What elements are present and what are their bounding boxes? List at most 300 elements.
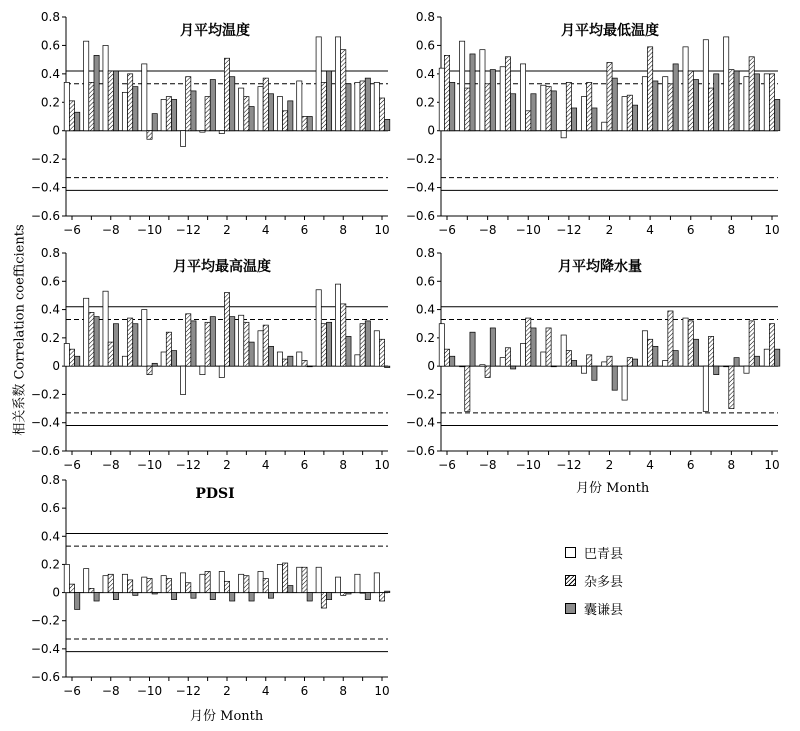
panel3-bar-nangqian [288, 356, 293, 366]
panel4-bar-nangqian [632, 359, 637, 366]
panel5-bar-nangqian [152, 593, 157, 594]
panel4-bar-nangqian [571, 360, 576, 366]
panel4-bar-baqing [460, 366, 465, 367]
panel1-bar-baqing [355, 82, 360, 130]
panel2-bar-nangqian [551, 91, 556, 131]
panel3-bar-baqing [103, 291, 108, 366]
panel4-bar-zaduo [708, 336, 713, 366]
panel5-bar-nangqian [365, 593, 370, 600]
panel4-bar-baqing [703, 366, 708, 411]
panel5-x-tick-label: 2 [223, 684, 231, 698]
panel5-bar-baqing [84, 569, 89, 593]
panel4-bar-nangqian [612, 366, 617, 390]
panel4-x-tick-label: −8 [478, 458, 497, 472]
panel3-bar-zaduo [244, 322, 249, 366]
legend-label: 巴青县 [584, 546, 624, 562]
legend-item-nangqian [565, 594, 705, 622]
panel2-bar-baqing [541, 85, 546, 130]
panel1-bar-nangqian [268, 94, 273, 131]
panel1-bar-nangqian [385, 119, 390, 130]
panel5-bar-zaduo [244, 576, 249, 593]
panel1-bar-zaduo [147, 131, 152, 140]
panel3-bar-nangqian [249, 342, 254, 366]
panel3-bar-nangqian [307, 366, 312, 367]
panel1-x-tick-label: 2 [223, 223, 231, 237]
panel1-bar-baqing [103, 45, 108, 130]
panel2-bar-zaduo [546, 87, 551, 131]
panel4-bar-zaduo [627, 358, 632, 366]
panel3-bar-zaduo [224, 293, 229, 367]
panel4-bar-nangqian [673, 351, 678, 367]
panel5-bar-nangqian [230, 593, 235, 601]
panel2-bar-nangqian [490, 70, 495, 131]
panel1-x-tick-label: 10 [374, 223, 390, 237]
panel1-bar-baqing [180, 131, 185, 147]
legend-label: 杂多县 [584, 574, 624, 590]
panel5-y-tick-label: 0.2 [40, 557, 60, 572]
panel4-bar-nangqian [531, 328, 536, 366]
legend [565, 538, 705, 622]
panel3-bar-zaduo [321, 324, 326, 366]
panel4-bar-zaduo [688, 321, 693, 366]
panel1-bar-nangqian [75, 112, 80, 130]
panel4-bar-nangqian [775, 349, 780, 366]
panel1-bar-baqing [374, 82, 379, 130]
panel3-bar-zaduo [69, 349, 74, 366]
panel5-bar-nangqian [307, 593, 312, 601]
panel4-title: 月平均降水量 [558, 259, 642, 275]
panel2-x-tick-label: −10 [515, 223, 541, 237]
panel3-bar-baqing [219, 366, 224, 377]
panel4-x-tick-label: 2 [605, 458, 614, 472]
panel2-bar-baqing [663, 77, 668, 131]
panel3-bar-zaduo [379, 339, 384, 366]
panel1-bar-nangqian [191, 91, 196, 131]
panel2-bar-baqing [439, 68, 444, 131]
panel5-bar-zaduo [166, 579, 171, 593]
panel3-bar-baqing [277, 352, 282, 366]
panel2-y-tick-label: −0.6 [405, 209, 435, 223]
panel3-x-tick-label: −12 [175, 458, 201, 472]
panel4-y-tick-label: 0.8 [415, 246, 435, 260]
panel5-bar-zaduo [321, 593, 326, 608]
panel2-bar-zaduo [526, 111, 531, 131]
panel4-bar-nangqian [754, 356, 759, 366]
panel4-bar-zaduo [587, 355, 592, 366]
panel1-bar-zaduo [379, 98, 384, 131]
panel4-bar-zaduo [566, 351, 571, 367]
panel4-bar-nangqian [551, 366, 556, 367]
panel2-bar-baqing [480, 50, 485, 131]
panel3-title: 月平均最高温度 [173, 259, 271, 275]
panel3-bar-nangqian [385, 366, 390, 367]
panel5-bar-baqing [103, 576, 108, 593]
panel2-x-tick-label: 4 [646, 223, 654, 237]
panel5-bar-zaduo [341, 593, 346, 596]
panel3-bar-zaduo [302, 360, 307, 366]
panel4-bar-baqing [663, 360, 668, 366]
panel2-bar-baqing [622, 97, 627, 131]
panel3-bar-nangqian [113, 324, 118, 366]
panel2-bar-zaduo [769, 74, 774, 131]
panel3-bar-baqing [355, 355, 360, 366]
panel5-bar-baqing [258, 571, 263, 592]
panel1-x-tick-label: −10 [136, 223, 163, 237]
panel3-bar-baqing [161, 352, 166, 366]
panel4-bar-baqing [520, 344, 525, 367]
panel5-bar-baqing [161, 576, 166, 593]
panel2-x-tick-label: 6 [686, 223, 695, 237]
panel1-bar-zaduo [360, 81, 365, 131]
panel5-y-tick-label: −0.6 [30, 670, 60, 684]
panel1-bar-nangqian [171, 99, 176, 130]
panel3-bar-nangqian [268, 346, 273, 366]
panel2-bar-zaduo [587, 82, 592, 130]
panel2-bar-nangqian [531, 94, 536, 131]
panel4-bar-baqing [622, 366, 627, 400]
panel5-bar-nangqian [268, 593, 273, 599]
panel2-bar-zaduo [708, 88, 713, 131]
panel3-y-tick-label: 0.8 [40, 246, 60, 260]
panel1-x-tick-label: 8 [339, 223, 348, 237]
panel1-y-tick-label: −0.2 [30, 152, 60, 167]
panel1-y-tick-label: 0.6 [40, 38, 60, 53]
panel5-x-tick-label: −6 [63, 684, 81, 698]
panel4-bar-zaduo [485, 366, 490, 377]
panel2-bar-baqing [703, 40, 708, 131]
panel3-bar-baqing [84, 298, 89, 366]
panel1-x-tick-label: 4 [261, 223, 270, 237]
panel4-bar-baqing [642, 331, 647, 366]
panel4-bar-nangqian [693, 339, 698, 366]
panel4-y-tick-label: 0.2 [415, 330, 435, 345]
panel4-bar-zaduo [668, 311, 673, 366]
panel2-title: 月平均最低温度 [561, 23, 659, 39]
panel2-y-tick-label: 0.6 [415, 38, 435, 53]
panel5-bar-baqing [374, 573, 379, 593]
panel2-bar-baqing [683, 47, 688, 131]
panel3-bar-nangqian [133, 324, 138, 366]
panel4-bar-baqing [561, 335, 566, 366]
panel4-bar-nangqian [450, 356, 455, 366]
panel1-bar-zaduo [244, 97, 249, 131]
panel1-bar-nangqian [230, 77, 235, 131]
panel2-bar-nangqian [653, 81, 658, 131]
panel3-bar-nangqian [346, 336, 351, 366]
panel4-bar-nangqian [714, 366, 719, 374]
panel3-bar-nangqian [75, 356, 80, 366]
panel2-bar-zaduo [749, 57, 754, 131]
panel3-bar-baqing [180, 366, 185, 394]
panel5-bar-zaduo [128, 580, 133, 593]
panel3-x-tick-label: 8 [339, 458, 348, 472]
y-axis-label-wrap [6, 180, 30, 480]
legend-item-zaduo [565, 566, 705, 594]
panel4-bar-zaduo [444, 349, 449, 366]
panel4-bar-nangqian [592, 366, 597, 380]
panel5-y-tick-label: 0.6 [40, 501, 60, 516]
panel1-bar-zaduo [263, 78, 268, 131]
panel2-bar-zaduo [607, 62, 612, 130]
panel1-bar-baqing [258, 87, 263, 131]
panel2-y-tick-label: 0.2 [415, 95, 435, 110]
panel1-bar-nangqian [210, 80, 215, 131]
panel1-bar-zaduo [69, 101, 74, 131]
panel1-bar-zaduo [128, 74, 133, 131]
panel4-y-tick-label: −0.2 [405, 387, 435, 402]
panel4-y-tick-label: 0 [427, 359, 435, 374]
panel1-bar-baqing [200, 131, 205, 132]
panel3-x-tick-label: −8 [101, 458, 120, 472]
panel1-bar-nangqian [94, 55, 99, 130]
panel2-bar-nangqian [571, 108, 576, 131]
panel4-bar-nangqian [653, 346, 658, 366]
panel5-bar-zaduo [379, 593, 384, 601]
panel3-x-tick-label: −6 [63, 458, 81, 472]
panel3-bar-baqing [239, 315, 244, 366]
panel1-x-tick-label: 6 [300, 223, 309, 237]
panel4-y-tick-label: 0.4 [415, 302, 435, 317]
panel2-bar-nangqian [450, 82, 455, 130]
panel2-bar-nangqian [775, 99, 780, 130]
panel5-bar-baqing [316, 567, 321, 592]
panel2-bar-nangqian [754, 74, 759, 131]
panel3-bar-baqing [258, 331, 263, 366]
panel1-bar-baqing [297, 81, 302, 131]
panel2-x-tick-label: 8 [727, 223, 736, 237]
panel2-bar-zaduo [444, 55, 449, 130]
panel4-bar-zaduo [607, 356, 612, 366]
panel2-bar-baqing [500, 67, 505, 131]
panel4-bar-baqing [764, 349, 769, 366]
panel5-bar-nangqian [326, 593, 331, 600]
panel4-x-tick-label: −12 [556, 458, 582, 472]
panel4-x-tick-label: 8 [727, 458, 736, 472]
panel5-bar-nangqian [75, 593, 80, 610]
panel1-title: 月平均温度 [180, 23, 250, 39]
panel4-bar-baqing [744, 366, 749, 373]
panel1-bar-baqing [335, 37, 340, 131]
panel3-y-tick-label: −0.4 [30, 415, 60, 430]
panel1-bar-zaduo [224, 58, 229, 130]
panel2-bar-nangqian [632, 105, 637, 131]
panel3-bar-baqing [142, 310, 147, 367]
panel1-bar-zaduo [283, 111, 288, 131]
panel3-x-tick-label: 4 [261, 458, 270, 472]
panel3-y-tick-label: 0.4 [40, 302, 60, 317]
panel2-bar-zaduo [465, 88, 470, 131]
panel1-y-tick-label: −0.4 [30, 180, 60, 195]
panel5-y-tick-label: −0.4 [30, 641, 60, 656]
panel5-y-tick-label: 0.4 [40, 529, 60, 544]
panel4-bar-zaduo [648, 339, 653, 366]
panel4-bar-zaduo [729, 366, 734, 408]
panel2-bar-zaduo [505, 57, 510, 131]
panel5-bar-zaduo [108, 574, 113, 592]
panel3-bar-baqing [335, 284, 340, 366]
panel4-bar-baqing [439, 324, 444, 366]
panel2-bar-zaduo [688, 71, 693, 131]
panel2-bar-baqing [602, 122, 607, 131]
panel4-y-tick-label: 0.6 [415, 274, 435, 289]
panel1-bar-baqing [161, 99, 166, 130]
panel1-bar-zaduo [108, 71, 113, 131]
panel3-bar-nangqian [191, 321, 196, 366]
panel2-bar-nangqian [592, 108, 597, 131]
panel5-bar-baqing [64, 564, 69, 592]
panel5-y-tick-label: 0.8 [40, 473, 60, 487]
legend-swatch-gray [565, 603, 576, 614]
panel5-bar-nangqian [94, 593, 99, 601]
panel5-bar-nangqian [133, 593, 138, 596]
panel4-bar-zaduo [749, 321, 754, 366]
panel3-bar-nangqian [326, 322, 331, 366]
panel5-bar-baqing [355, 574, 360, 592]
panel5-bar-baqing [297, 567, 302, 592]
panel4-x-tick-label: 4 [646, 458, 654, 472]
panel2-bar-baqing [561, 131, 566, 138]
panel2-y-tick-label: −0.4 [405, 180, 435, 195]
panel2-x-tick-label: −12 [556, 223, 582, 237]
panel3-bar-zaduo [166, 332, 171, 366]
panel5-bar-nangqian [171, 593, 176, 600]
panel3-bar-baqing [122, 356, 127, 366]
panel4-bar-baqing [683, 318, 688, 366]
panel4-bar-baqing [602, 362, 607, 366]
panel5-bar-zaduo [147, 579, 152, 593]
panel3-bar-zaduo [341, 304, 346, 366]
panel4-x-tick-label: 6 [686, 458, 695, 472]
panel2-bar-nangqian [693, 80, 698, 131]
panel4-bar-baqing [724, 366, 729, 367]
panel2-x-tick-label: −8 [478, 223, 497, 237]
legend-item-baqing [565, 538, 705, 566]
panel1-bar-nangqian [113, 71, 118, 131]
x-axis-label-bottom: 月份 Month [190, 709, 264, 724]
panel2-bar-nangqian [511, 94, 516, 131]
panel1-y-tick-label: 0.2 [40, 95, 60, 110]
panel3-bar-zaduo [360, 324, 365, 366]
panel5-bar-zaduo [69, 584, 74, 592]
panel1-bar-zaduo [302, 117, 307, 131]
panel2-y-tick-label: 0.4 [415, 66, 435, 81]
panel5-x-tick-label: 10 [374, 684, 390, 698]
panel2-bar-baqing [724, 37, 729, 131]
panel3-bar-zaduo [89, 312, 94, 366]
y-axis-label: 相关系数 Correlation coefficients [12, 224, 28, 436]
panel1-bar-nangqian [326, 71, 331, 131]
panel4-bar-zaduo [769, 324, 774, 366]
panel3-bar-nangqian [210, 317, 215, 367]
panel5-bar-nangqian [249, 593, 254, 601]
panel4-bar-baqing [500, 358, 505, 366]
panel3-bar-nangqian [152, 363, 157, 366]
panel1-y-tick-label: −0.6 [30, 209, 60, 223]
panel3-y-tick-label: 0.6 [40, 274, 60, 289]
panel3-x-tick-label: 10 [374, 458, 390, 472]
panel1-bar-zaduo [166, 97, 171, 131]
panel5-bar-baqing [180, 573, 185, 593]
panel3-x-tick-label: −10 [136, 458, 163, 472]
panel1-bar-baqing [84, 41, 89, 131]
panel5-bar-nangqian [346, 593, 351, 594]
panel2-bar-zaduo [485, 84, 490, 131]
panel3-bar-zaduo [128, 318, 133, 366]
panel4-x-tick-label: 10 [764, 458, 780, 472]
panel2-bar-baqing [460, 41, 465, 131]
panel1-bar-baqing [64, 82, 69, 130]
panel5-x-tick-label: 6 [300, 684, 309, 698]
panel4-x-tick-label: −6 [438, 458, 456, 472]
panel2-bar-zaduo [566, 82, 571, 130]
panel5-bar-zaduo [302, 567, 307, 592]
panel3-bar-baqing [316, 290, 321, 366]
panel4-bar-nangqian [734, 358, 739, 366]
legend-label: 囊谦县 [584, 602, 624, 618]
panel3-bar-zaduo [205, 322, 210, 366]
panel3-bar-nangqian [171, 351, 176, 367]
panel5-bar-nangqian [113, 593, 118, 600]
panel5-bar-zaduo [283, 563, 288, 593]
panel3-bar-nangqian [94, 317, 99, 367]
panel5-bar-baqing [335, 577, 340, 592]
panel2-y-tick-label: 0 [427, 123, 435, 138]
panel2-bar-nangqian [714, 74, 719, 131]
panel3-y-tick-label: 0 [52, 359, 60, 374]
panel5-title: PDSI [195, 486, 235, 502]
panel1-x-tick-label: −12 [175, 223, 201, 237]
panel4-x-tick-label: −10 [515, 458, 541, 472]
panel5-bar-zaduo [224, 581, 229, 592]
panel5-bar-nangqian [385, 591, 390, 592]
panel1-bar-baqing [122, 92, 127, 130]
panel5-bar-zaduo [360, 593, 365, 594]
panel2-y-tick-label: −0.2 [405, 152, 435, 167]
panel5-bar-baqing [219, 571, 224, 592]
panel1-x-tick-label: −8 [101, 223, 120, 237]
legend-swatch-hatch [565, 575, 576, 586]
panel2-bar-zaduo [729, 70, 734, 131]
panel1-bar-zaduo [341, 50, 346, 131]
panel5-bar-zaduo [186, 583, 191, 593]
panel3-x-tick-label: 2 [223, 458, 231, 472]
panel1-bar-baqing [277, 97, 282, 131]
panel5-bar-baqing [200, 574, 205, 592]
panel1-y-tick-label: 0.8 [40, 10, 60, 24]
panel3-bar-zaduo [263, 325, 268, 366]
panel2-bar-nangqian [734, 71, 739, 131]
panel4-y-tick-label: −0.6 [405, 444, 435, 458]
panel2-bar-nangqian [470, 54, 475, 131]
panel2-y-tick-label: 0.8 [415, 10, 435, 24]
panel3-bar-zaduo [147, 366, 152, 374]
panel3-x-tick-label: 6 [300, 458, 309, 472]
panel4-bar-baqing [480, 365, 485, 366]
panel1-bar-nangqian [152, 114, 157, 131]
panel4-bar-zaduo [465, 366, 470, 411]
panel5-bar-zaduo [205, 571, 210, 592]
panel1-bar-baqing [239, 88, 244, 131]
panel3-bar-zaduo [186, 314, 191, 366]
panel3-y-tick-label: −0.2 [30, 387, 60, 402]
panel4-bar-nangqian [470, 332, 475, 366]
panel1-y-tick-label: 0.4 [40, 66, 60, 81]
panel5-bar-baqing [122, 574, 127, 592]
panel5-bar-baqing [277, 564, 282, 592]
x-axis-label-right: 月份 Month [576, 481, 650, 496]
panel4-bar-nangqian [511, 366, 516, 369]
panel3-bar-baqing [374, 331, 379, 366]
